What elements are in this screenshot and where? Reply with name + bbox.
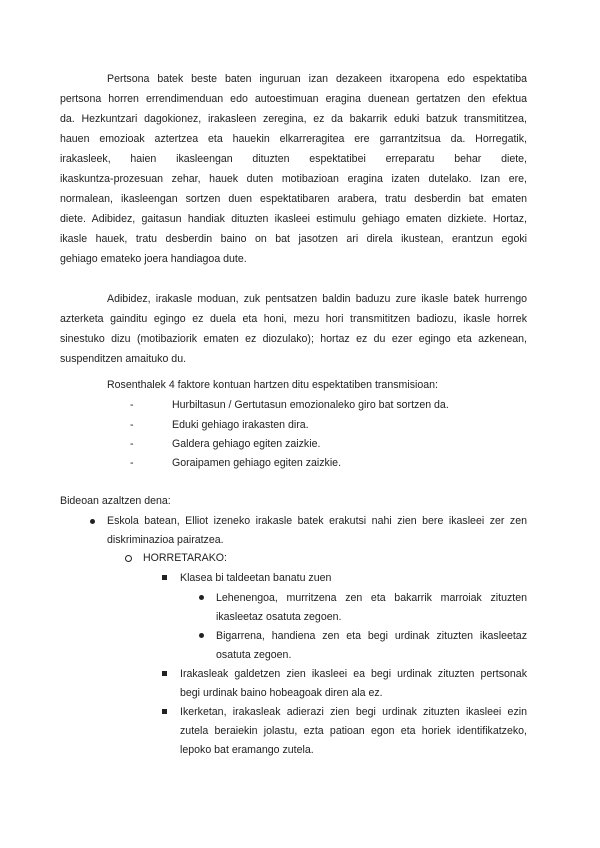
- text-line: Bigarrena, handiena zen eta begi urdinak zituzten ikasleetaz: [216, 630, 527, 642]
- text-line: irakasleek, haien ikasleengan dituzten espektatibei erreparatu behar diete,: [60, 153, 527, 165]
- text-line: normalean, ikasleengan sortzen duen espektatibaren arabera, tratu desberdin bat ematen: [60, 193, 527, 205]
- text-line: hauen emozioak aztertzea eta hauekin elkarreragitea ere garrantzitsua da. Horregatik,: [60, 133, 527, 145]
- text-line: lepoko bat eramango zutela.: [180, 744, 314, 756]
- list-item: Eduki gehiago irakasten dira.: [172, 419, 309, 431]
- text-line: Ikerketan, irakasleak adierazi zien begi urdinak zituzten ikasleei ezin: [180, 706, 527, 718]
- text-line: Adibidez, irakasle moduan, zuk pentsatzen baldin baduzu zure ikasle batek hurrengo: [107, 293, 527, 305]
- text-line: Eskola batean, Elliot izeneko irakasle batek erakutsi nahi zien bere ikasleei zer zen: [107, 515, 527, 527]
- square-bullet-icon: [162, 575, 167, 580]
- dash-bullet: -: [130, 438, 134, 450]
- square-bullet-icon: [162, 709, 167, 714]
- square-bullet-icon: [162, 671, 167, 676]
- dash-bullet: -: [130, 399, 134, 411]
- text-line: gehiago emateko joera handiagoa dute.: [60, 253, 247, 265]
- text-line: Irakasleak galdetzen zien ikasleei ea begi urdinak zituzten pertsonak: [180, 668, 527, 680]
- text-line: ikasleetaz osatuta zegoen.: [216, 611, 342, 623]
- list-item: Hurbiltasun / Gertutasun emozionaleko giro bat sortzen da.: [172, 399, 449, 411]
- list-item: Goraipamen gehiago egiten zaizkie.: [172, 457, 342, 469]
- text-line: da. Hezkuntzari dagokionez, irakasleen zeregina, ez da bakarrik eduki batzuk transmititzea,: [60, 113, 527, 125]
- text-line: diete. Adibidez, gaitasun handiak dituzten ikasleei estimulu gehiago ematen dizkiete. Hortaz,: [60, 213, 527, 225]
- sub-heading: HORRETARAKO:: [143, 552, 227, 564]
- list-item: Galdera gehiago egiten zaizkie.: [172, 438, 321, 450]
- hollow-circle-bullet-icon: [125, 555, 132, 562]
- text-line: osatuta zegoen.: [216, 649, 292, 661]
- section-heading: Bideoan azaltzen dena:: [60, 495, 171, 507]
- rosenthal-intro: Rosenthalek 4 faktore kontuan hartzen ditu espektatiben transmisioan:: [107, 379, 438, 391]
- dash-bullet: -: [130, 457, 134, 469]
- text-line: ikasle hauek, tratu desberdin baino on bat jasotzen ari direla ikustean, erantzun egoki: [60, 233, 527, 245]
- text-line: zutela beraiekin jolastu, ezta patioan egon eta horiek identifikatzeko,: [180, 725, 527, 737]
- list-item: Klasea bi taldeetan banatu zuen: [180, 572, 332, 584]
- text-line: ikaskuntza-prozesuan zehar, hauek duten motibazioan eragina izaten dutelako. Izan ere,: [60, 173, 527, 185]
- dash-bullet: -: [130, 419, 134, 431]
- text-line: Pertsona batek beste baten inguruan izan dezakeen itxaropena edo espektatiba: [107, 73, 527, 85]
- text-line: begi urdinak baino hobeagoak diren ala ez.: [180, 687, 383, 699]
- filled-circle-bullet-icon: [90, 519, 95, 524]
- filled-circle-bullet-icon: [199, 633, 204, 638]
- text-line: suspenditzen amaituko du.: [60, 353, 187, 365]
- filled-circle-bullet-icon: [199, 595, 204, 600]
- text-line: pertsona horren errendimenduan edo autoestimuan eragina duenean gertatzen den efektua: [60, 93, 527, 105]
- text-line: diskriminazioa pairatzea.: [107, 534, 224, 546]
- text-line: sinestuko dizu (motibaziorik ematen ez diozulako); hortaz ez du ezer egingo eta azkenean,: [60, 333, 527, 345]
- text-line: azterketa gainditu egingo ez duela eta honi, mezu hori transmititzen badiozu, ikasle horrek: [60, 313, 527, 325]
- text-line: Lehenengoa, murritzena zen eta bakarrik marroiak zituzten: [216, 592, 527, 604]
